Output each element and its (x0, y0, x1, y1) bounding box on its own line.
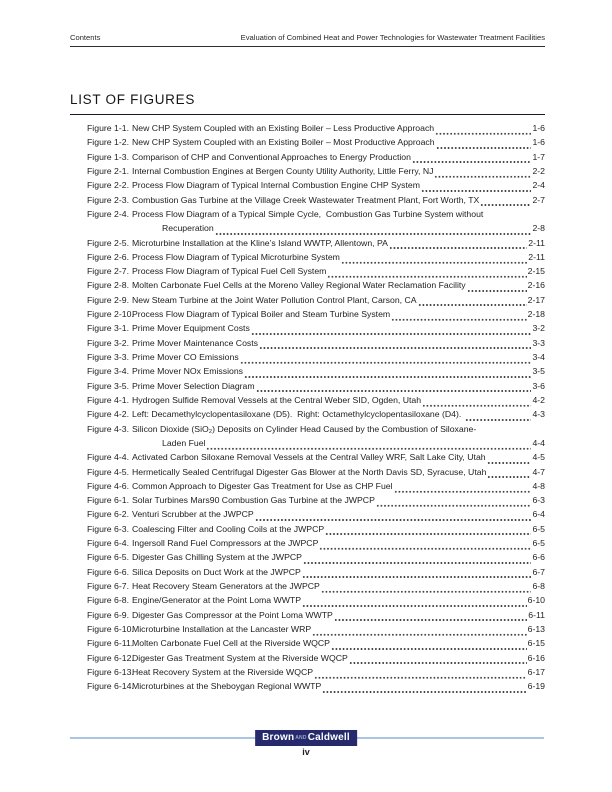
figure-entry-body (132, 150, 545, 164)
figure-title: Hermetically Sealed Centrifugal Digester Gas Blower at the North Davis SD, Syracuse, Utah (132, 466, 487, 477)
figure-entry (70, 321, 545, 335)
dot-leader (467, 283, 527, 293)
dot-leader (240, 355, 532, 365)
figure-entry-row (132, 593, 545, 607)
figure-entry (70, 422, 545, 451)
figure-entry (70, 278, 545, 292)
figure-label: Figure 4-6. (87, 480, 130, 491)
figure-entry-row (132, 336, 545, 350)
figure-title: Engine/Generator at the Point Loma WWTP (132, 595, 302, 606)
figure-label: Figure 2-1. (87, 165, 130, 176)
figure-entry-body (132, 579, 545, 593)
figure-label: Figure 1-3. (87, 151, 130, 162)
figure-entry (70, 651, 545, 665)
figure-page-number: 6-10 (527, 595, 545, 606)
figure-page-number: 6-6 (532, 552, 545, 563)
figure-title: Prime Mover Equipment Costs (132, 323, 250, 334)
figure-page-number: 3-5 (532, 366, 545, 377)
figure-page-number: 6-4 (532, 509, 545, 520)
figure-label: Figure 6-3. (87, 523, 130, 534)
figure-title: Process Flow Diagram of Typical Boiler and Steam Turbine System (132, 309, 391, 320)
figure-page-number: 4-3 (532, 409, 545, 420)
dot-leader (331, 641, 527, 651)
dot-leader (312, 627, 526, 637)
figure-entry-row (132, 679, 545, 693)
figure-title-continuation: Laden Fuel (162, 437, 206, 448)
figure-page-number: 6-15 (527, 638, 545, 649)
figure-entry (70, 679, 545, 693)
dot-leader (302, 598, 527, 608)
figure-page-number: 3-6 (532, 380, 545, 391)
list-of-figures (70, 121, 545, 694)
figure-entry-body (132, 522, 545, 536)
figure-entry-row (132, 135, 545, 149)
figure-entry-body (132, 121, 545, 135)
figure-entry (70, 593, 545, 607)
dot-leader (389, 240, 527, 250)
figure-entry-body (132, 207, 545, 236)
figure-entry (70, 336, 545, 350)
figure-title: New Steam Turbine at the Joint Water Pollution Control Plant, Carson, CA (132, 294, 417, 305)
figure-title: Heat Recovery System at the Riverside WQCP (132, 666, 314, 677)
figure-label: Figure 4-2. (87, 409, 130, 420)
logo-caldwell-text: Caldwell (307, 731, 350, 743)
figure-entry (70, 178, 545, 192)
figure-title: Microturbine Installation at the Lancaster WRP (132, 623, 312, 634)
figure-label: Figure 6-14. (87, 681, 134, 692)
figure-page-number: 1-6 (532, 137, 545, 148)
figure-entry-body (132, 636, 545, 650)
dot-leader (421, 183, 532, 193)
figure-title: Activated Carbon Siloxane Removal Vessels at the Central Valley WRF, Salt Lake City, Utah (132, 452, 486, 463)
figure-page-number: 1-6 (532, 123, 545, 133)
figure-label: Figure 4-4. (87, 452, 130, 463)
figure-entry (70, 665, 545, 679)
figure-entry (70, 565, 545, 579)
figure-label: Figure 3-3. (87, 352, 130, 362)
figure-entry (70, 236, 545, 250)
dot-leader (251, 326, 532, 336)
figure-entry-body (132, 608, 545, 622)
figure-page-number: 2-7 (532, 194, 545, 205)
figure-entry-row (132, 579, 545, 593)
figure-page-number: 6-16 (527, 652, 545, 663)
dot-leader (244, 369, 531, 379)
figure-label: Figure 6-4. (87, 538, 130, 549)
figure-label: Figure 4-5. (87, 466, 130, 477)
dot-leader (255, 512, 532, 522)
figure-label: Figure 4-1. (87, 394, 130, 405)
dot-leader (327, 269, 526, 279)
figure-entry-body (132, 379, 545, 393)
figure-entry (70, 465, 545, 479)
figure-title: Molten Carbonate Fuel Cells at the Moreno Valley Regional Water Reclamation Facility (132, 280, 466, 291)
figure-entry-body (132, 135, 545, 149)
dot-leader (319, 541, 531, 551)
figure-entry (70, 450, 545, 464)
figure-page-number: 2-4 (532, 180, 545, 191)
figure-entry-row (132, 465, 545, 479)
figure-label: Figure 6-10. (87, 623, 134, 634)
figure-entry-body (132, 307, 545, 321)
figure-entry-row (132, 278, 545, 292)
figure-page-number: 6-3 (532, 495, 545, 506)
figure-title: Process Flow Diagram of Typical Microturbine System (132, 251, 340, 262)
figure-entry-body (132, 593, 545, 607)
figure-title: Solar Turbines Mars90 Combustion Gas Turbine at the JWPCP (132, 495, 375, 506)
dot-leader (412, 154, 531, 164)
figure-entry-row (132, 150, 545, 164)
figure-entry (70, 622, 545, 636)
figure-entry (70, 293, 545, 307)
figure-label: Figure 2-7. (87, 266, 130, 277)
figure-entry-row (132, 493, 545, 507)
dot-leader (215, 226, 532, 236)
figure-entry-row (132, 636, 545, 650)
figure-label: Figure 6-2. (87, 509, 130, 520)
figure-entry-body (132, 407, 545, 421)
figure-title: Prime Mover NOx Emissions (132, 366, 244, 377)
figure-entry-row (132, 193, 545, 207)
figure-entry-body (132, 164, 545, 178)
figure-entry-body (132, 278, 545, 292)
figure-title: Prime Mover Maintenance Costs (132, 337, 259, 348)
dot-leader (303, 555, 531, 565)
figure-page-number: 2-18 (527, 309, 545, 320)
figure-label: Figure 3-5. (87, 380, 130, 391)
figure-entry-row (132, 479, 545, 493)
figure-page-number: 2-16 (527, 280, 545, 291)
figure-entry (70, 608, 545, 622)
figure-label: Figure 2-3. (87, 194, 130, 205)
figure-page-number: 3-2 (532, 323, 545, 334)
dot-leader (334, 612, 527, 622)
figure-label: Figure 2-8. (87, 280, 130, 291)
figure-title: Process Flow Diagram of a Typical Simple Cycle, Combustion Gas Turbine System without (132, 208, 484, 219)
figure-entry (70, 135, 545, 149)
figure-label: Figure 3-2. (87, 337, 130, 348)
figure-title: Comparison of CHP and Conventional Approaches to Energy Production (132, 151, 411, 162)
figure-label: Figure 2-10. (87, 309, 134, 320)
figure-entry-body (132, 493, 545, 507)
figure-page-number: 6-5 (532, 538, 545, 549)
figure-page-number: 6-7 (532, 566, 545, 577)
figure-entry-body (132, 651, 545, 665)
figure-entry-continuation-row (132, 221, 545, 235)
figure-page-number: 4-8 (532, 480, 545, 491)
figure-entry (70, 522, 545, 536)
figure-entry-body (132, 321, 545, 335)
figure-label: Figure 6-5. (87, 552, 130, 563)
figure-entry-body (132, 393, 545, 407)
figure-page-number: 2-2 (532, 165, 545, 176)
figure-title: Process Flow Diagram of Typical Internal Combustion Engine CHP System (132, 180, 420, 191)
figure-entry-row (132, 550, 545, 564)
figure-title: Prime Mover CO Emissions (132, 352, 239, 362)
figure-title: Ingersoll Rand Fuel Compressors at the JWPCP (132, 538, 319, 549)
dot-leader (487, 455, 532, 465)
figure-entry-body (132, 422, 545, 451)
figure-label: Figure 6-1. (87, 495, 130, 506)
figure-label: Figure 3-4. (87, 366, 130, 377)
dot-leader (322, 684, 526, 694)
figure-page-number: 4-4 (532, 437, 545, 448)
figure-page-number: 2-11 (528, 237, 545, 248)
figure-title: Molten Carbonate Fuel Cell at the Riverside WQCP (132, 638, 330, 649)
page-number: iv (302, 747, 310, 757)
figure-entry-body (132, 336, 545, 350)
figure-entry-row (132, 250, 545, 264)
dot-leader (349, 655, 527, 665)
figure-label: Figure 2-2. (87, 180, 130, 191)
figure-title: New CHP System Coupled with an Existing Boiler – Most Productive Approach (132, 137, 435, 148)
figure-page-number: 6-11 (528, 609, 545, 620)
figure-entry-row (132, 522, 545, 536)
figure-entry-body (132, 178, 545, 192)
figure-title: Common Approach to Digester Gas Treatment for Use as CHP Fuel (132, 480, 393, 491)
figure-entry (70, 507, 545, 521)
figure-entry-body (132, 679, 545, 693)
figure-title: Internal Combustion Engines at Bergen County Utility Authority, Little Ferry, NJ (132, 165, 434, 176)
figure-title: Microturbine Installation at the Kline’s Island WWTP, Allentown, PA (132, 237, 388, 248)
figure-entry (70, 150, 545, 164)
running-header (70, 33, 545, 47)
figure-page-number: 6-19 (527, 681, 545, 692)
figure-entry-row (132, 321, 545, 335)
figure-entry (70, 536, 545, 550)
figure-entry (70, 207, 545, 236)
figure-entry-row (132, 507, 545, 521)
figure-title: Silicon Dioxide (SiO₂) Deposits on Cylinder Head Caused by the Combustion of Siloxane- (132, 423, 477, 434)
figure-entry-body (132, 565, 545, 579)
figure-label: Figure 6-13. (87, 666, 134, 677)
figure-entry-body (132, 264, 545, 278)
figure-page-number: 2-15 (527, 266, 545, 277)
figure-entry-row (132, 307, 545, 321)
figure-entry-row (132, 379, 545, 393)
figure-entry-continuation-row (132, 436, 545, 450)
figure-label: Figure 1-1. (87, 123, 130, 133)
figure-page-number: 4-2 (532, 394, 545, 405)
figure-entry (70, 636, 545, 650)
figure-title: Coalescing Filter and Cooling Coils at the JWPCP (132, 523, 325, 534)
figure-title: Heat Recovery Steam Generators at the JWPCP (132, 581, 320, 591)
figure-page-number: 6-8 (532, 581, 545, 591)
figure-label: Figure 6-11. (87, 638, 134, 649)
figure-entry-body (132, 250, 545, 264)
figure-label: Figure 3-1. (87, 323, 130, 334)
figure-title-continuation: Recuperation (162, 223, 214, 234)
dot-leader (256, 383, 532, 393)
dot-leader (434, 169, 531, 179)
figure-entry-row (132, 608, 545, 622)
page-title: LIST OF FIGURES (70, 92, 545, 115)
figure-entry (70, 307, 545, 321)
figure-entry-body (132, 236, 545, 250)
figure-entry-row (132, 565, 545, 579)
figure-entry-row (132, 651, 545, 665)
dot-leader (325, 527, 531, 537)
figure-page-number: 3-3 (532, 337, 545, 348)
dot-leader (394, 484, 532, 494)
dot-leader (376, 498, 532, 508)
dot-leader (422, 398, 531, 408)
figure-page-number: 2-8 (532, 223, 545, 234)
running-header-left: Contents (70, 33, 101, 42)
figure-page-number: 3-4 (532, 352, 545, 362)
figure-entry (70, 493, 545, 507)
figure-entry-body (132, 550, 545, 564)
figure-label: Figure 2-5. (87, 237, 130, 248)
figure-title: Silica Deposits on Duct Work at the JWPCP (132, 566, 301, 577)
figure-entry (70, 550, 545, 564)
dot-leader (480, 197, 531, 207)
running-header-right: Evaluation of Combined Heat and Power Technologies for Wastewater Treatment Facilities (240, 33, 545, 42)
figure-entry (70, 579, 545, 593)
figure-entry-row (132, 364, 545, 378)
figure-title: Left: Decamethylcyclopentasiloxane (D5). Right: Octamethylcyclopentasiloxane (D4). (132, 409, 464, 420)
brown-and-caldwell-logo (255, 730, 357, 746)
figure-entry-row (132, 264, 545, 278)
logo-and-text: AND (295, 734, 307, 741)
dot-leader (487, 469, 531, 479)
figure-entry-body (132, 293, 545, 307)
figure-page-number: 6-13 (527, 623, 545, 634)
figure-page-number: 4-5 (532, 452, 545, 463)
figure-title: Digester Gas Chilling System at the JWPCP (132, 552, 302, 563)
figure-page-number: 2-11 (528, 251, 545, 262)
figure-entry-body (132, 364, 545, 378)
figure-title: Venturi Scrubber at the JWPCP (132, 509, 254, 520)
figure-entry-body (132, 479, 545, 493)
figure-entry-row (132, 665, 545, 679)
figure-label: Figure 1-2. (87, 137, 130, 148)
figure-entry-row (132, 622, 545, 636)
figure-title: New CHP System Coupled with an Existing Boiler – Less Productive Approach (132, 123, 435, 133)
figure-entry-row (132, 164, 545, 178)
figure-entry (70, 121, 545, 135)
figure-label: Figure 6-8. (87, 595, 130, 606)
dot-leader (341, 255, 527, 265)
dot-leader (259, 341, 531, 351)
figure-page-number: 6-17 (527, 666, 545, 677)
figure-entry-row (132, 207, 545, 221)
figure-entry-body (132, 507, 545, 521)
figure-label: Figure 2-9. (87, 294, 130, 305)
figure-entry (70, 407, 545, 421)
figure-title: Digester Gas Treatment System at the Riverside WQCP (132, 652, 348, 663)
dot-leader (418, 298, 527, 308)
figure-entry (70, 364, 545, 378)
logo-brown-text: Brown (262, 731, 295, 743)
figure-entry-body (132, 622, 545, 636)
figure-label: Figure 6-12. (87, 652, 134, 663)
figure-label: Figure 6-7. (87, 581, 130, 591)
dot-leader (435, 126, 531, 136)
figure-entry-row (132, 536, 545, 550)
figure-title: Process Flow Diagram of Typical Fuel Cell System (132, 266, 327, 277)
figure-title: Microturbines at the Sheboygan Regional WWTP (132, 681, 322, 692)
figure-label: Figure 2-4. (87, 208, 130, 219)
figure-entry (70, 393, 545, 407)
figure-page-number: 1-7 (532, 151, 545, 162)
figure-entry (70, 264, 545, 278)
dot-leader (321, 584, 532, 594)
figure-page-number: 2-17 (527, 294, 545, 305)
dot-leader (314, 670, 527, 680)
figure-entry-row (132, 450, 545, 464)
figure-entry-row (132, 121, 545, 135)
figure-entry (70, 193, 545, 207)
dot-leader (465, 412, 532, 422)
figure-entry (70, 164, 545, 178)
figure-entry-body (132, 350, 545, 364)
figure-entry-body (132, 193, 545, 207)
figure-entry-row (132, 293, 545, 307)
figure-entry-row (132, 236, 545, 250)
figure-title: Digester Gas Compressor at the Point Loma WWTP (132, 609, 333, 620)
figure-entry-body (132, 450, 545, 464)
figure-entry-body (132, 465, 545, 479)
figure-entry (70, 350, 545, 364)
figure-entry-row (132, 407, 545, 421)
dot-leader (436, 140, 532, 150)
figure-entry-row (132, 393, 545, 407)
dot-leader (206, 441, 531, 451)
figure-entry-body (132, 536, 545, 550)
figure-entry-row (132, 422, 545, 436)
figure-page-number: 6-5 (532, 523, 545, 534)
figure-entry-row (132, 350, 545, 364)
figure-entry (70, 479, 545, 493)
figure-entry (70, 250, 545, 264)
dot-leader (302, 570, 532, 580)
figure-label: Figure 2-6. (87, 251, 130, 262)
figure-entry-row (132, 178, 545, 192)
figure-title: Combustion Gas Turbine at the Village Creek Wastewater Treatment Plant, Fort Worth, TX (132, 194, 480, 205)
figure-label: Figure 6-6. (87, 566, 130, 577)
figure-page-number: 4-7 (532, 466, 545, 477)
dot-leader (391, 312, 526, 322)
figure-label: Figure 4-3. (87, 423, 130, 434)
figure-label: Figure 6-9. (87, 609, 130, 620)
figure-title: Prime Mover Selection Diagram (132, 380, 255, 391)
figure-entry-body (132, 665, 545, 679)
figure-title: Hydrogen Sulfide Removal Vessels at the Central Weber SID, Ogden, Utah (132, 394, 422, 405)
figure-entry (70, 379, 545, 393)
